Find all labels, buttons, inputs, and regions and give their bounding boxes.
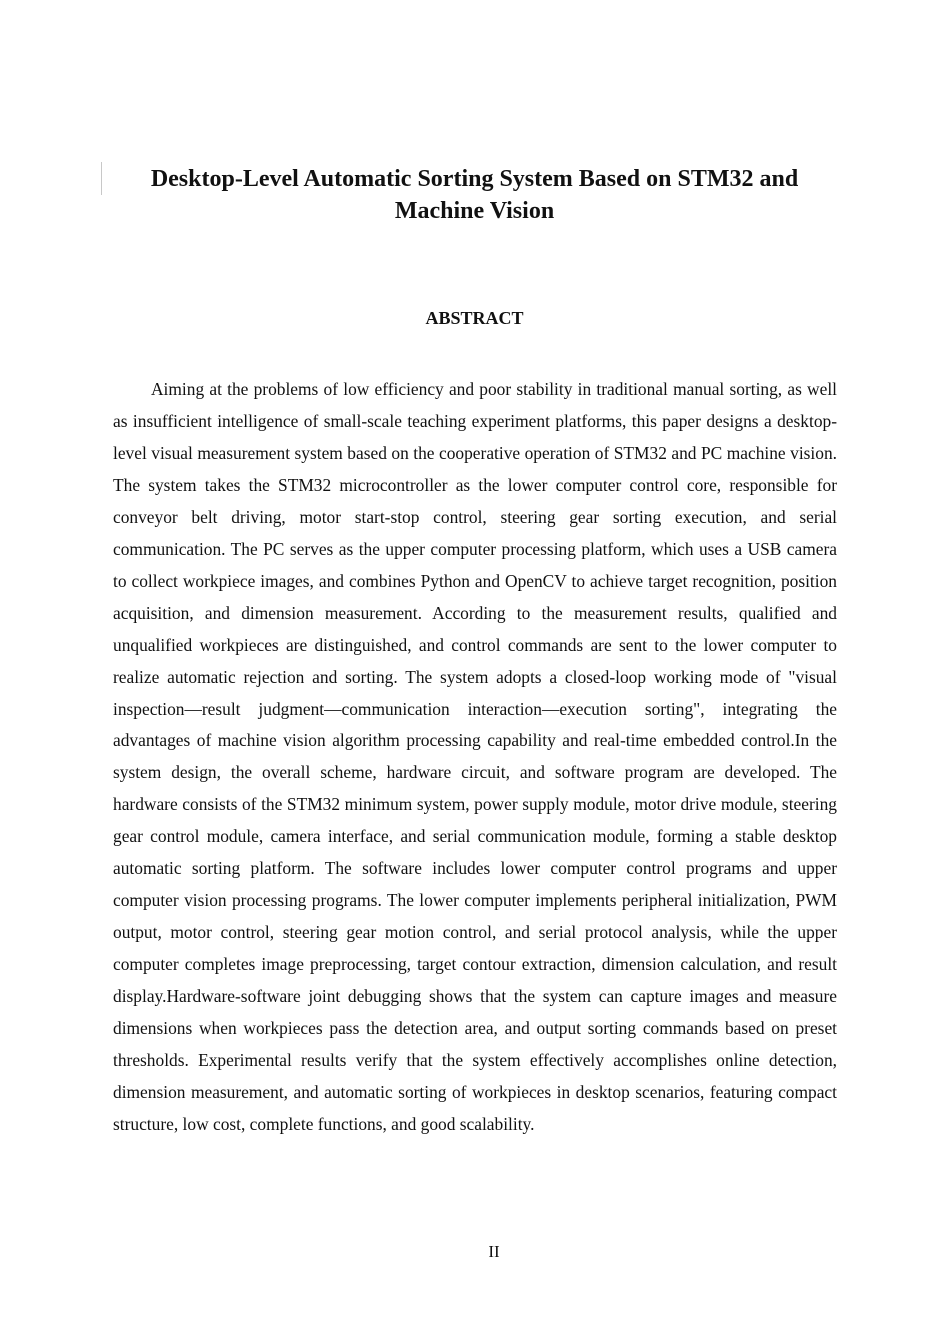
abstract-heading: ABSTRACT	[425, 308, 524, 328]
page-number: II	[488, 1242, 500, 1261]
document-title: Desktop-Level Automatic Sorting System Based on STM32 and Machine Vision	[150, 166, 799, 224]
abstract-body: Aiming at the problems of low efficiency and poor stability in traditional manual sorting, as well as insufficient intelligence of small-scale teaching experiment platforms, this paper designs a desktop-level visual measurement system based on the cooperative operation of STM32 and PC machine vision. The system takes the STM32 microcontroller as the lower computer control core, responsible for conveyor belt driving, motor start-stop control, steering gear sorting execution, and serial communication. The PC serves as the upper computer processing platform, which uses a USB camera to collect workpiece images, and combines Python and OpenCV to achieve target recognition, position acquisition, and dimension measurement. According to the measurement results, qualified and unqualified workpieces are distinguished, and control commands are sent to the lower computer to realize automatic rejection and sorting. The system adopts a closed-loop working mode of "visual inspection—result judgment—communication interaction—execution sorting", integrating the advantages of machine vision algorithm processing capability and real-time embedded control.In the system design, the overall scheme, hardware circuit, and software program are developed. The hardware consists of the STM32 minimum system, power supply module, motor drive module, steering gear control module, camera interface, and serial communication module, forming a stable desktop automatic sorting platform. The software includes lower computer control programs and upper computer vision processing programs. The lower computer implements peripheral initialization, PWM output, motor control, steering gear motion control, and serial protocol analysis, while the upper computer completes image preprocessing, target contour extraction, dimension calculation, and result display.Hardware-software joint debugging shows that the system can capture images and measure dimensions when workpieces pass the detection area, and output sorting commands based on preset thresholds. Experimental results verify that the system effectively accomplishes online detection, dimension measurement, and automatic sorting of workpieces in desktop scenarios, featuring compact structure, low cost, complete functions, and good scalability.	[113, 379, 837, 1134]
margin-marker	[101, 162, 102, 195]
